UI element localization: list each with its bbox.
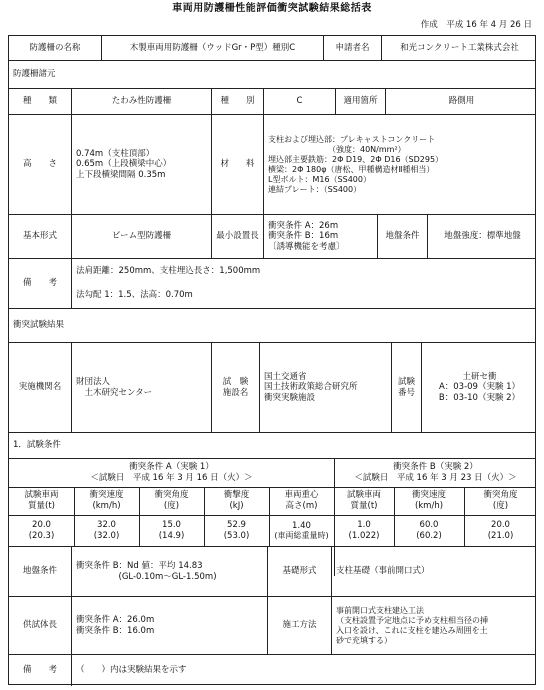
- conditions-section-label: 1．試験条件: [13, 440, 61, 451]
- form-label: 基本形式: [22, 231, 57, 242]
- height-value: [71, 115, 211, 214]
- cond-a-line: ＜試験日 平成 16 年 3 月 16 日（火）＞: [90, 473, 253, 483]
- site-ground-row: [9, 546, 535, 596]
- value-result: (20.3): [28, 531, 55, 541]
- col-header-line: 衝撃度: [223, 490, 250, 501]
- method-value: [331, 597, 537, 654]
- form-value: ビーム型防護柵: [71, 215, 211, 258]
- method-line: 砂で充填する）: [336, 635, 392, 645]
- col-header: [74, 487, 139, 515]
- material-line: 横梁：2Φ 180φ（唐松、甲種構造材Ⅱ種相当）: [268, 164, 435, 174]
- remarks-label: 備 考: [22, 665, 57, 676]
- col-header: [269, 487, 334, 515]
- summary-table: [8, 35, 536, 685]
- value-nominal: 20.0: [32, 520, 51, 531]
- notes-value: [71, 259, 537, 308]
- min-length-label: 最小設置長: [211, 215, 263, 258]
- min-length-value: [263, 215, 377, 258]
- material-line: 連結プレート：（SS400）: [268, 184, 362, 194]
- value-nominal: 1.0: [357, 520, 371, 531]
- test-no-line: B：03-10（実験 2）: [438, 392, 521, 403]
- test-no-line: 土研セ衝: [462, 371, 497, 382]
- header-row: [9, 36, 535, 60]
- method-line: （支柱設置予定地点に予め支柱相当径の挿: [336, 615, 488, 625]
- name-label: 防護柵の名称: [29, 42, 81, 53]
- col-header-line: 衝突角度: [483, 490, 518, 501]
- document-title: 車両用防護柵性能評価衝突試験結果総括表: [172, 3, 372, 14]
- specimen-value: [71, 597, 267, 654]
- col-header: [394, 487, 464, 515]
- value-result: (32.0): [93, 531, 120, 541]
- material-label: 材 料: [211, 115, 263, 214]
- facility-value: [259, 343, 391, 432]
- ground-value: 地盤強度：標準地盤: [427, 215, 537, 258]
- value-cell: [334, 515, 394, 547]
- value-nominal: 15.0: [162, 520, 181, 531]
- cond-b-header: [334, 459, 537, 487]
- specimen-label: 供試体長: [22, 620, 57, 631]
- value-cell: [74, 515, 139, 547]
- col-header: [9, 487, 74, 515]
- test-no-label-line: 番号: [397, 387, 415, 398]
- value-result: (14.9): [158, 531, 185, 541]
- specimen-line: 衝突条件 B：16.0m: [76, 625, 155, 636]
- agency-line: 財団法人: [76, 376, 111, 387]
- facility-label-line: 試 験: [222, 376, 249, 387]
- test-no-value: [421, 343, 537, 432]
- crash-org-row: [9, 342, 535, 432]
- value-result: (21.0): [487, 531, 514, 541]
- min-length-line: 衝突条件 B：16m: [268, 231, 339, 242]
- col-header-line: 質量(t): [350, 501, 378, 511]
- site-ground-line: (GL-0.10m～GL-1.50m): [76, 571, 217, 582]
- site-ground-label: 地盤条件: [22, 566, 57, 577]
- height-line: 上下段横梁間隔 0.35m: [76, 169, 166, 180]
- name-value: 木製車両用防護柵（ウッドGr・P型）種別C: [101, 36, 323, 60]
- material-line: （強度：40N/mm²）: [268, 144, 406, 154]
- spec-height-row: [9, 114, 535, 214]
- facility-line: 国土技術政策総合研究所: [264, 382, 358, 393]
- method-line: 入口を設け、これに支柱を建込み周囲を土: [336, 625, 488, 635]
- value-nominal: 60.0: [419, 520, 439, 531]
- type-label: 種 類: [22, 96, 57, 107]
- material-line: L型ボルト：M16（SS400）: [268, 174, 371, 184]
- col-header-line: 試験車両: [346, 490, 381, 501]
- min-length-line: 〔誘導機能を考慮〕: [268, 241, 345, 252]
- col-header-line: 試験車両: [24, 490, 59, 501]
- material-line: 支柱および埋込部：プレキャストコンクリート: [268, 134, 436, 144]
- type-value: たわみ性防護柵: [71, 89, 211, 114]
- notes-line: 法肩距離：250mm、支柱埋込長さ：1,500mm: [76, 265, 261, 276]
- cond-a-line: 衝突条件 A（実験 1）: [129, 462, 214, 473]
- notes-line: 法勾配 1：1.5、法高：0.70m: [76, 290, 193, 301]
- location-label: 適用箇所: [335, 89, 385, 114]
- col-header-line: (kJ): [229, 501, 244, 511]
- cond-b-line: 衝突条件 B（実験 2）: [393, 462, 478, 473]
- value-cell: [464, 515, 537, 547]
- crash-section-label: 衝突試験結果: [13, 320, 65, 331]
- col-header-line: (度): [492, 501, 509, 511]
- spec-notes-row: [9, 258, 535, 308]
- value-cell: [269, 515, 334, 547]
- class-value: C: [263, 89, 335, 114]
- method-line: 事前開口式支柱建込工法: [336, 605, 424, 615]
- facility-line: 衝突実験施設: [264, 392, 316, 403]
- col-header: [334, 487, 394, 515]
- test-no-label-line: 試験: [397, 376, 415, 387]
- cond-b-line: ＜試験日 平成 16 年 3 月 23 日（火）＞: [354, 473, 517, 483]
- height-line: 0.74m（支柱頂部）: [76, 148, 155, 159]
- location-value: 路側用: [385, 89, 537, 114]
- value-cell: [394, 515, 464, 547]
- col-header: [204, 487, 269, 515]
- remarks-row: [9, 654, 535, 686]
- col-header: [139, 487, 204, 515]
- method-label: 施工方法: [267, 597, 331, 654]
- facility-label-line: 施設名: [222, 387, 249, 398]
- value-cell: [204, 515, 269, 547]
- value-nominal: 1.40: [292, 520, 311, 531]
- cond-a-header: [9, 459, 334, 487]
- specimen-line: 衝突条件 A：26.0m: [76, 614, 155, 625]
- value-nominal: 32.0: [97, 520, 116, 531]
- agency-line: 土木研究センター: [76, 387, 153, 398]
- col-header-line: 質量(t): [28, 501, 55, 511]
- spec-type-row: [9, 88, 535, 114]
- test-no-label: [391, 343, 421, 432]
- conditions-section-title: [9, 432, 535, 458]
- applicant-label: 申請者名: [323, 36, 381, 60]
- class-label: 種 別: [211, 89, 263, 114]
- spec-form-row: [9, 214, 535, 258]
- specs-section-label: 防護柵諸元: [13, 69, 56, 80]
- value-cell: [9, 515, 74, 547]
- creation-date: 作成 平成 16 年 4 月 26 日: [420, 20, 532, 30]
- site-ground-line: 衝突条件 B：Nd 値：平均 14.83: [76, 560, 203, 571]
- col-header-line: 衝突速度: [411, 490, 446, 501]
- notes-label: 備 考: [22, 278, 57, 289]
- col-header-line: (km/h): [92, 501, 121, 511]
- test-no-line: A：03-09（実験 1）: [438, 382, 521, 393]
- value-result: (1.022): [348, 531, 380, 541]
- specimen-row: [9, 596, 535, 654]
- value-nominal: 52.9: [227, 520, 246, 531]
- min-length-line: 衝突条件 A：26m: [268, 220, 339, 231]
- value-result: (車両総重量時): [274, 531, 329, 541]
- col-header-line: (度): [163, 501, 180, 511]
- value-result: (53.0): [223, 531, 250, 541]
- col-header-line: 衝突速度: [89, 490, 124, 501]
- facility-label: [211, 343, 259, 432]
- value-cell: [139, 515, 204, 547]
- foundation-value: 支柱基礎（事前開口式）: [331, 547, 537, 596]
- agency-label: 実施機関名: [18, 382, 62, 393]
- height-line: 0.65m（上段横梁中心）: [76, 159, 172, 170]
- col-header-line: (km/h): [414, 501, 444, 511]
- facility-line: 国土交通省: [264, 371, 307, 382]
- value-nominal: 20.0: [491, 520, 510, 531]
- applicant-value: 和光コンクリート工業株式会社: [381, 36, 537, 60]
- col-header-line: 車両重心: [284, 490, 319, 501]
- height-label: 高 さ: [22, 159, 57, 170]
- value-result: (60.2): [416, 531, 442, 541]
- col-header: [464, 487, 537, 515]
- material-value: [263, 115, 537, 214]
- material-line: 埋込部主要鉄筋：2Φ D19、2Φ D16（SD295）: [268, 154, 444, 164]
- crash-section-title: [9, 308, 535, 342]
- ground-label: 地盤条件: [377, 215, 427, 258]
- col-header-line: 高さ(m): [285, 501, 318, 511]
- agency-value: [71, 343, 211, 432]
- col-header-line: 衝突角度: [154, 490, 189, 501]
- remarks-value: （ ）内は実験結果を示す: [71, 655, 537, 686]
- foundation-label: 基礎形式: [267, 547, 331, 596]
- site-ground-value: [71, 547, 267, 596]
- specs-section-title: [9, 60, 535, 88]
